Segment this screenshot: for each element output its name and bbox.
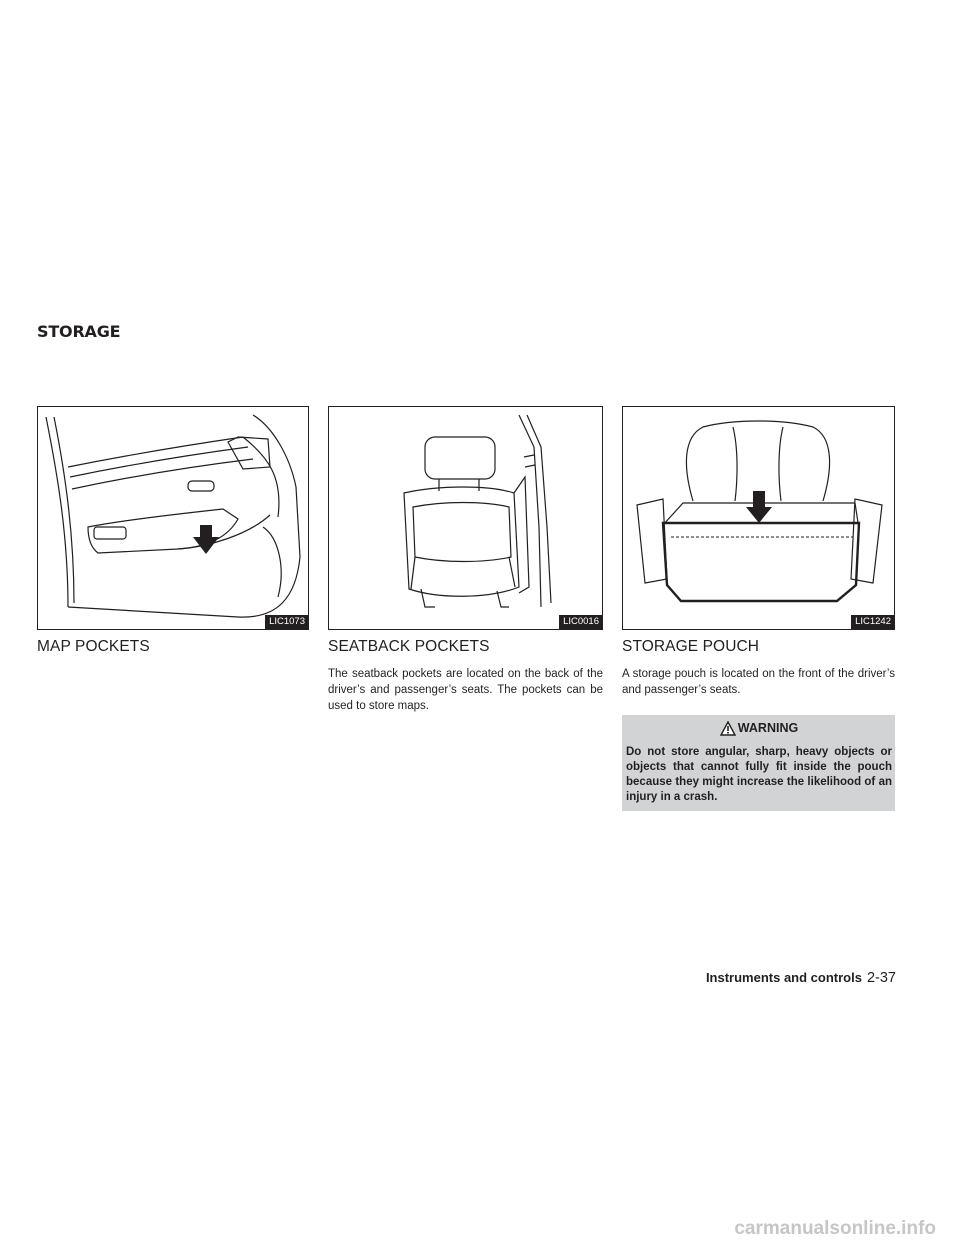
pouch-body-text: A storage pouch is located on the front of the driver’s and passenger’s seats. — [622, 668, 895, 696]
footer-section-name: Instruments and controls — [705, 970, 862, 985]
seatback-body-text: The seatback pockets are located on the back of the driver’s and passenger’s seats. The pockets can be used to store maps. — [328, 668, 603, 712]
page-number: 2-37 — [866, 970, 896, 986]
figure-code: LIC0016 — [559, 615, 602, 629]
warning-header — [626, 719, 892, 737]
heading-storage-pouch: STORAGE POUCH — [622, 638, 760, 655]
warning-triangle-icon — [720, 721, 736, 736]
figure-code: LIC1242 — [851, 615, 894, 629]
seatback-illustration — [329, 407, 603, 630]
section-title: STORAGE — [37, 322, 121, 341]
warning-box — [622, 715, 895, 811]
column-storage-pouch — [622, 638, 895, 811]
watermark: carmanualsonline.info — [734, 1218, 936, 1239]
heading-map-pockets: MAP POCKETS — [37, 638, 150, 655]
down-arrow-icon — [193, 525, 219, 554]
figure-code: LIC1073 — [265, 615, 308, 629]
figure-seatback-pockets — [328, 406, 603, 630]
figure-storage-pouch — [622, 406, 895, 630]
column-seatback-pockets — [328, 638, 603, 714]
door-illustration — [38, 407, 309, 630]
figure-map-pockets — [37, 406, 309, 630]
down-arrow-icon — [746, 491, 772, 523]
warning-label: WARNING — [737, 721, 799, 735]
heading-seatback-pockets: SEATBACK POCKETS — [328, 638, 490, 655]
warning-text: Do not store angular, sharp, heavy objects or objects that cannot fully fit inside the pouch because they might increase the likelihood of an injury in a crash. — [626, 746, 892, 803]
column-map-pockets — [37, 638, 309, 656]
page-footer — [706, 970, 896, 986]
pouch-illustration — [623, 407, 895, 630]
